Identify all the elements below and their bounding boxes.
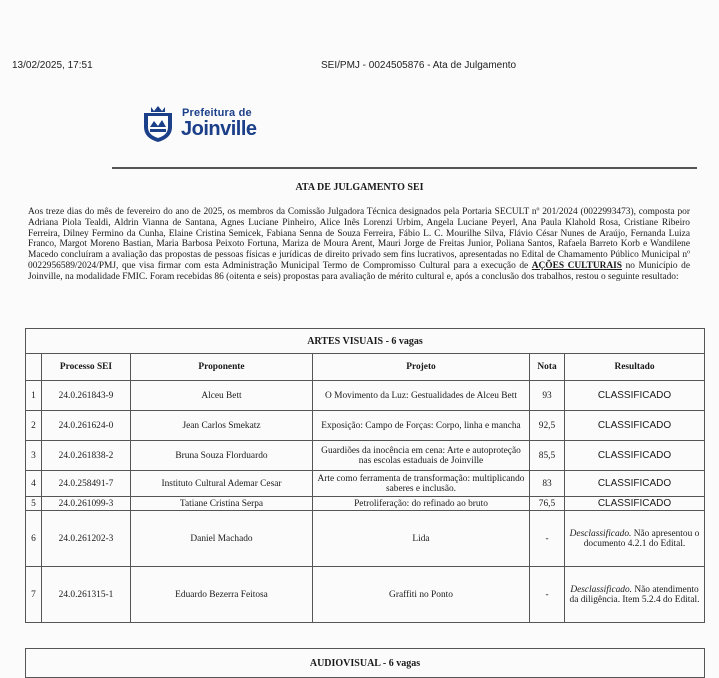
section-title: ARTES VISUAIS - 6 vagas xyxy=(26,329,705,354)
row-processo: 24.0.261838-2 xyxy=(42,441,131,471)
row-proponente: Jean Carlos Smekatz xyxy=(131,411,313,441)
logo-line1: Prefeitura de xyxy=(182,107,252,119)
row-resultado xyxy=(565,511,705,567)
row-index: 2 xyxy=(26,411,42,441)
result-reason: Não atendimento da diligência. Item 5.2.4 do Edital. xyxy=(569,584,700,605)
document-title: ATA DE JULGAMENTO SEI xyxy=(295,182,424,193)
row-nota: 76,5 xyxy=(530,497,565,511)
column-header-processo: Processo SEI xyxy=(42,354,131,381)
paragraph-part1: Aos treze dias do mês de fevereiro do ano de 2025, os membros da Comissão Julgadora Técnica designados pela Portaria SECULT nº 201/2024 (0022993473), composta por Adriana Piola Tealdi, Aldrin Vianna de Santana, Agnes Luciane Pinheiro, Alice Inês Lorenzi Urbim, Angela Luciane Peyerl, Ana Paula Klahold Rosa, Cristiane Ribeiro Ferreira, Dilney Fermino da Cunha, Elaine Cristina Semicek, Fabiana Senna de Souza Ferreira, Fábio L. C. Mourilhe Silva, Flávio César Nunes de Araújo, Fernanda Luiza Franco, Margot Moreno Bastian, Maria Barbosa Peixoto Fortuna, Mariza de Moura Arent, Mauri Jorge de Freitas Junior, Poliana Santos, Rafaela Barreto Korb e Wandilene Macedo concluíram a avaliação das propostas de pessoas físicas e jurídicas de direito privado sem fins lucrativos, apresentadas no Edital de Chamamento Público Municipal nº 0022956589/2024/PMJ, que visa firmar com esta Administração Municipal Termo de Compromisso Cultural para a execução de xyxy=(28,207,690,271)
table-row xyxy=(26,411,705,441)
print-timestamp: 13/02/2025, 17:51 xyxy=(12,60,93,71)
artes-visuais-table xyxy=(25,328,705,623)
paragraph-emphasis: AÇÕES CULTURAIS xyxy=(531,260,622,271)
row-processo: 24.0.261099-3 xyxy=(42,497,131,511)
row-processo: 24.0.261202-3 xyxy=(42,511,131,567)
row-projeto: Guardiões da inocência em cena: Arte e autoproteção nas escolas estaduais de Joinville xyxy=(313,441,530,471)
row-nota: 93 xyxy=(530,381,565,411)
row-proponente: Alceu Bett xyxy=(131,381,313,411)
row-nota: - xyxy=(530,511,565,567)
row-resultado: CLASSIFICADO xyxy=(565,497,705,511)
row-index: 7 xyxy=(26,567,42,623)
table-row xyxy=(26,497,705,511)
row-resultado: CLASSIFICADO xyxy=(565,441,705,471)
row-proponente: Bruna Souza Florduardo xyxy=(131,441,313,471)
row-index: 5 xyxy=(26,497,42,511)
row-proponente: Instituto Cultural Ademar Cesar xyxy=(131,471,313,497)
row-nota: 83 xyxy=(530,471,565,497)
row-resultado xyxy=(565,567,705,623)
row-projeto: O Movimento da Luz: Gestualidades de Alceu Bett xyxy=(313,381,530,411)
table-row xyxy=(26,567,705,623)
row-nota: - xyxy=(530,567,565,623)
table-row xyxy=(26,511,705,567)
column-header-proponente: Proponente xyxy=(131,354,313,381)
column-header-resultado: Resultado xyxy=(565,354,705,381)
prefeitura-logo xyxy=(140,105,270,145)
row-resultado: CLASSIFICADO xyxy=(565,471,705,497)
table-row xyxy=(26,381,705,411)
row-nota: 85,5 xyxy=(530,441,565,471)
table-row xyxy=(26,471,705,497)
row-resultado: CLASSIFICADO xyxy=(565,411,705,441)
row-proponente: Daniel Machado xyxy=(131,511,313,567)
row-projeto: Graffiti no Ponto xyxy=(313,567,530,623)
column-header-index xyxy=(26,354,42,381)
document-reference: SEI/PMJ - 0024505876 - Ata de Julgamento xyxy=(321,60,517,71)
column-header-projeto: Projeto xyxy=(313,354,530,381)
paragraph-part2: no Município de Joinville, na modalidade FMIC. Foram recebidas 86 (oitenta e seis) propostas para avaliação de mérito cultural e, após a conclusão dos trabalhos, restou o seguinte resultado: xyxy=(28,260,690,282)
row-resultado: CLASSIFICADO xyxy=(565,381,705,411)
row-processo: 24.0.261315-1 xyxy=(42,567,131,623)
row-proponente: Tatiane Cristina Serpa xyxy=(131,497,313,511)
city-crest-icon xyxy=(140,105,176,143)
table-row xyxy=(26,441,705,471)
result-status: Desclassificado. xyxy=(570,584,633,595)
row-nota: 92,5 xyxy=(530,411,565,441)
row-projeto: Arte como ferramenta de transformação: multiplicando saberes e inclusão. xyxy=(313,471,530,497)
row-index: 6 xyxy=(26,511,42,567)
result-status: Desclassificado. xyxy=(569,528,632,539)
row-index: 3 xyxy=(26,441,42,471)
row-projeto: Petroliferação: do refinado ao bruto xyxy=(313,497,530,511)
logo-line2: Joinville xyxy=(181,118,257,140)
header-divider xyxy=(112,167,697,169)
row-processo: 24.0.258491-7 xyxy=(42,471,131,497)
column-header-nota: Nota xyxy=(530,354,565,381)
row-index: 4 xyxy=(26,471,42,497)
audiovisual-table xyxy=(25,648,705,678)
row-projeto: Exposição: Campo de Forças: Corpo, linha e mancha xyxy=(313,411,530,441)
row-projeto: Lida xyxy=(313,511,530,567)
row-processo: 24.0.261624-0 xyxy=(42,411,131,441)
row-processo: 24.0.261843-9 xyxy=(42,381,131,411)
opening-paragraph xyxy=(28,207,690,283)
section-title: AUDIOVISUAL - 6 vagas xyxy=(26,649,705,678)
row-index: 1 xyxy=(26,381,42,411)
row-proponente: Eduardo Bezerra Feitosa xyxy=(131,567,313,623)
result-reason: Não apresentou o documento 4.2.1 do Edital. xyxy=(583,528,700,549)
